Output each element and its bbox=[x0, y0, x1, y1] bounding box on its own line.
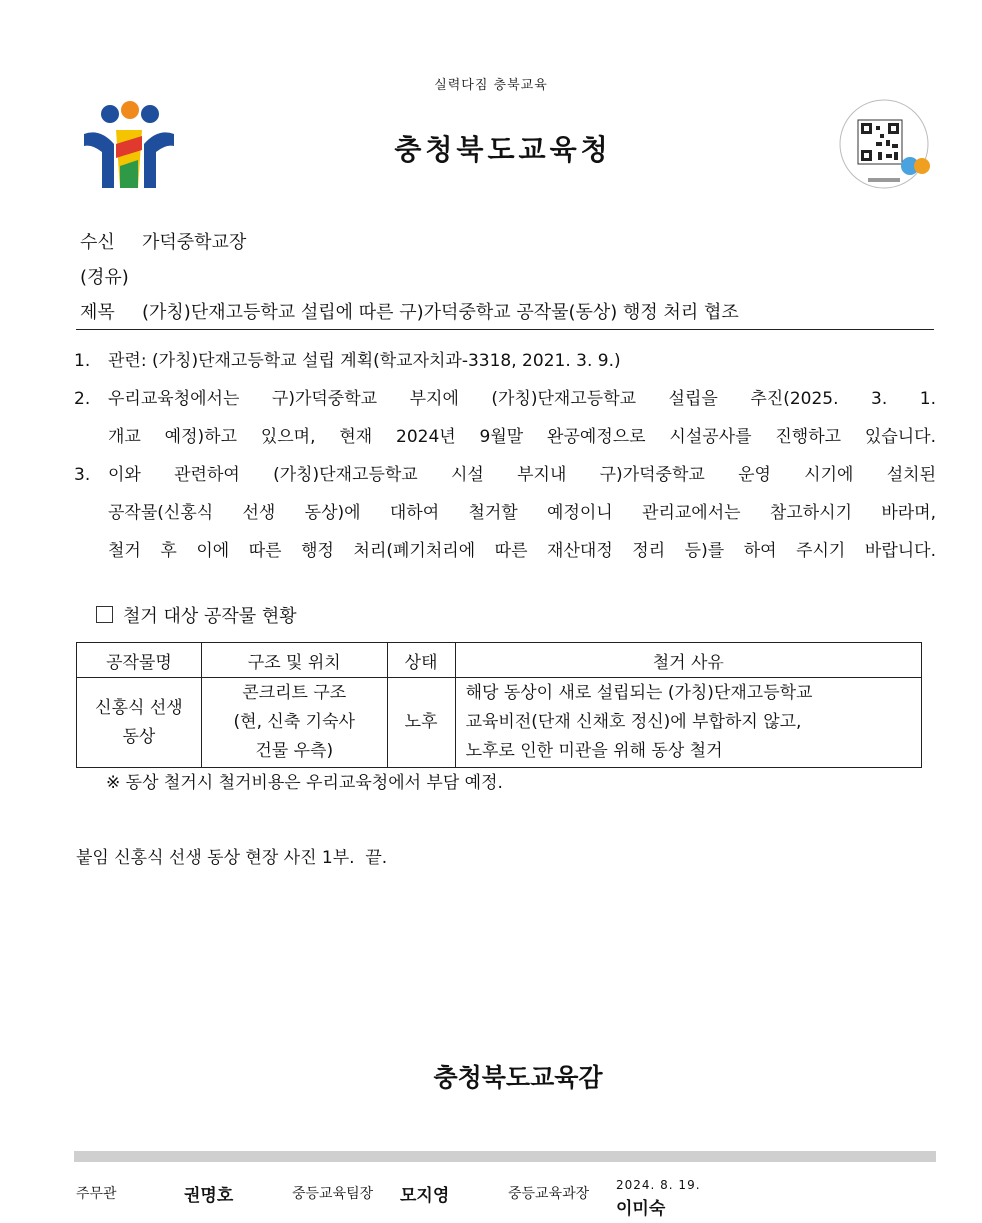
via-label: (경유) bbox=[80, 267, 129, 288]
item-line: 이와 관련하여 (가칭)단재고등학교 시설 부지내 구)가덕중학교 운영 시기에 설치된 bbox=[108, 465, 936, 485]
subject-line bbox=[80, 298, 739, 324]
slogan: 실력다짐 충북교육 bbox=[434, 78, 548, 93]
structure-location-cell: 콘크리트 구조 (현, 신축 기숙사 건물 우측) bbox=[201, 678, 387, 768]
column-header: 상태 bbox=[387, 643, 455, 678]
recipient-label: 수신 bbox=[80, 232, 115, 253]
subject-value: (가칭)단재고등학교 설립에 따른 구)가덕중학교 공작물(동상) 행정 처리 협조 bbox=[142, 302, 739, 323]
signer-name: 권명호 bbox=[184, 1186, 234, 1206]
signer-title: 중등교육과장 bbox=[508, 1186, 590, 1202]
item-number: 1. bbox=[74, 351, 91, 371]
signer-name: 모지영 bbox=[400, 1186, 450, 1206]
item-number: 2. bbox=[74, 389, 91, 409]
body-item-3 bbox=[74, 456, 936, 570]
item-line: 관련: (가칭)단재고등학교 설립 계획(학교자치과-3318, 2021. 3. 9.) bbox=[108, 351, 621, 371]
subject-label: 제목 bbox=[80, 302, 115, 323]
qr-seal-icon bbox=[834, 96, 934, 192]
square-bullet-icon bbox=[96, 606, 113, 623]
structure-name-cell: 신홍식 선생 동상 bbox=[77, 678, 202, 768]
section-heading bbox=[96, 602, 297, 628]
item-line: 공작물(신홍식 선생 동상)에 대하여 철거할 예정이니 관리교에서는 참고하시기 바라며, bbox=[108, 503, 936, 523]
approval-date: 2024. 8. 19. bbox=[616, 1178, 701, 1192]
item-line: 철거 후 이에 따른 행정 처리(폐기처리에 따른 재산대정 정리 등)를 하여 주시기 바랍니다. bbox=[108, 541, 936, 561]
signer-title: 주무관 bbox=[76, 1186, 117, 1202]
table-header-row bbox=[77, 643, 922, 678]
item-line: 우리교육청에서는 구)가덕중학교 부지에 (가칭)단재고등학교 설립을 추진(2025. 3. 1. bbox=[108, 389, 936, 409]
section-title: 철거 대상 공작물 현황 bbox=[123, 606, 297, 627]
reason-cell: 해당 동상이 새로 설립되는 (가칭)단재고등학교 교육비전(단재 신채호 정신)에 부합하지 않고, 노후로 인한 미관을 위해 동상 철거 bbox=[455, 678, 921, 768]
structures-table bbox=[76, 642, 922, 768]
signer-title: 중등교육팀장 bbox=[292, 1186, 374, 1202]
recipient-value: 가덕중학교장 bbox=[142, 232, 247, 253]
attachment-line: 붙임 신홍식 선생 동상 현장 사진 1부. 끝. bbox=[76, 848, 388, 868]
item-number: 3. bbox=[74, 465, 91, 485]
column-header: 구조 및 위치 bbox=[201, 643, 387, 678]
column-header: 철거 사유 bbox=[455, 643, 921, 678]
via-line bbox=[80, 263, 129, 289]
table-row bbox=[77, 678, 922, 768]
recipient-line bbox=[80, 228, 246, 254]
subject-divider bbox=[76, 329, 934, 330]
org-title: 충청북도교육청 bbox=[394, 133, 612, 166]
body-item-2 bbox=[74, 380, 936, 456]
body-item-1 bbox=[74, 342, 936, 380]
footer-bar bbox=[74, 1151, 936, 1162]
item-line: 개교 예정)하고 있으며, 현재 2024년 9월말 완공예정으로 시설공사를 진행하고 있습니다. bbox=[108, 427, 936, 447]
closing-signature: 충청북도교육감 bbox=[433, 1063, 603, 1092]
status-cell: 노후 bbox=[387, 678, 455, 768]
column-header: 공작물명 bbox=[77, 643, 202, 678]
cost-note: ※ 동상 철거시 철거비용은 우리교육청에서 부담 예정. bbox=[106, 773, 503, 793]
signer-name: 이미숙 bbox=[616, 1199, 666, 1219]
